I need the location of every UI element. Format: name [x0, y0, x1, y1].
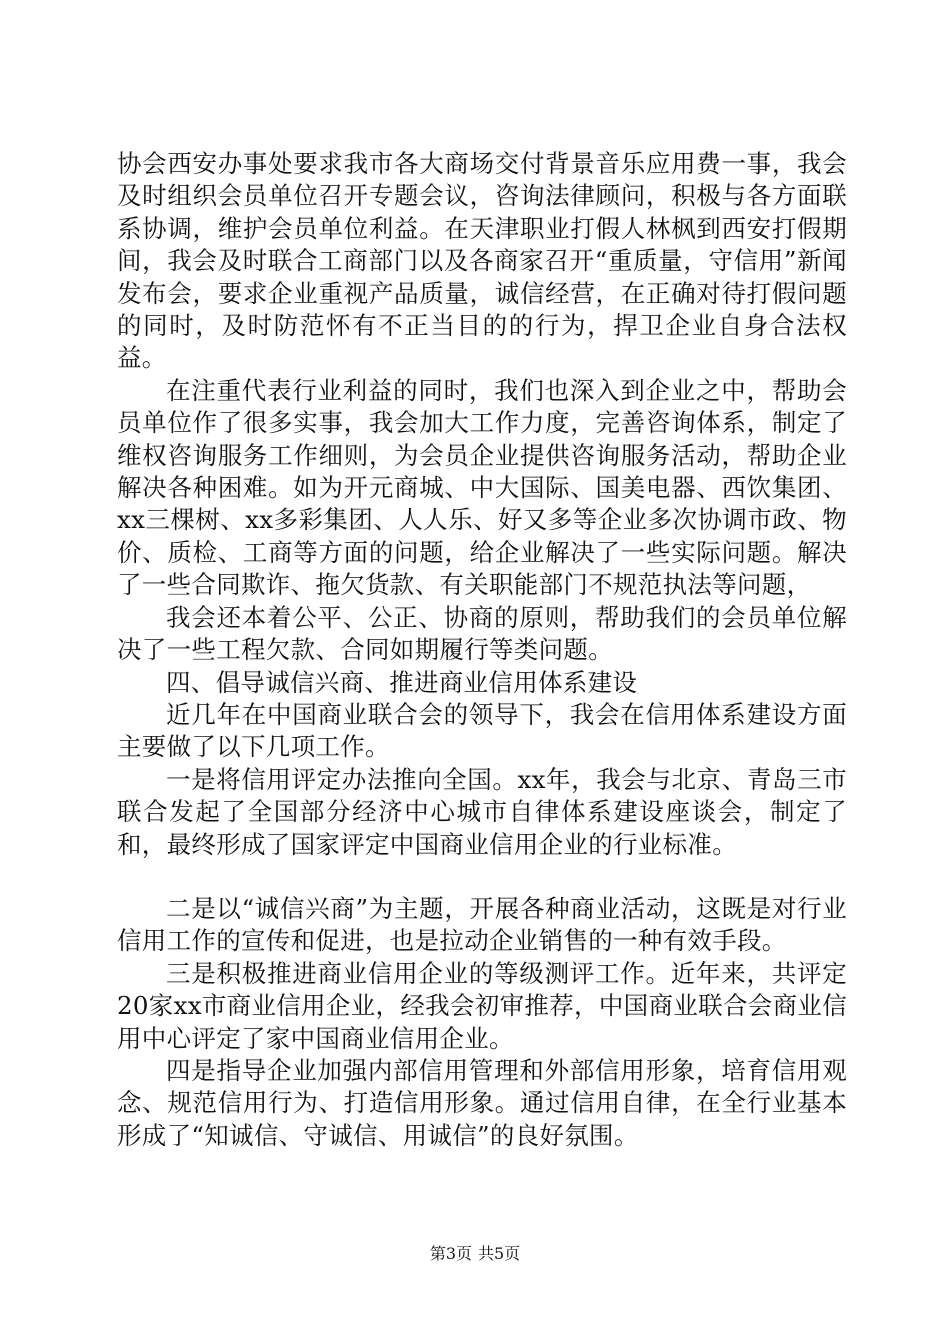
page-total: 共5页: [478, 1244, 521, 1263]
paragraph: 二是以“诚信兴商”为主题，开展各种商业活动，这既是对行业信用工作的宣传和促进，也是拉动企业销售的一种有效手段。: [117, 893, 847, 956]
paragraph: 近几年在中国商业联合会的领导下，我会在信用体系建设方面主要做了以下几项工作。: [117, 699, 847, 762]
paragraph: 我会还本着公平、公正、协商的原则，帮助我们的会员单位解决了一些工程欠款、合同如期履行等类问题。: [117, 602, 847, 665]
section-heading: 四、倡导诚信兴商、推进商业信用体系建设: [166, 667, 638, 697]
paragraph: 三是积极推进商业信用企业的等级测评工作。近年来，共评定20家xx市商业信用企业，经我会初审推荐，中国商业联合会商业信用中心评定了家中国商业信用企业。: [117, 958, 847, 1053]
page-footer: [0, 1244, 950, 1264]
paragraph-continuation: 协会西安办事处要求我市各大商场交付背景音乐应用费一事，我会及时组织会员单位召开专题会议，咨询法律顾问，积极与各方面联系协调，维护会员单位利益。在天津职业打假人林枫到西安打假期间，我会及时联合工商部门以及各商家召开“重质量，守信用”新闻发布会，要求企业重视产品质量，诚信经营，在正确对待打假问题的同时，及时防范怀有不正当目的的行为，捍卫企业自身合法权益。: [117, 149, 847, 373]
document-body: [117, 148, 847, 1152]
paragraph: 四是指导企业加强内部信用管理和外部信用形象，培育信用观念、规范信用行为、打造信用形象。通过信用自律，在全行业基本形成了“知诚信、守诚信、用诚信”的良好氛围。: [117, 1055, 847, 1150]
paragraph: 一是将信用评定办法推向全国。xx年，我会与北京、青岛三市联合发起了全国部分经济中心城市自律体系建设座谈会，制定了和，最终形成了国家评定中国商业信用企业的行业标准。: [117, 764, 847, 859]
page-number: 第3页: [429, 1244, 472, 1263]
paragraph: 在注重代表行业利益的同时，我们也深入到企业之中，帮助会员单位作了很多实事，我会加大工作力度，完善咨询体系，制定了维权咨询服务工作细则，为会员企业提供咨询服务活动，帮助企业解决各种困难。如为开元商城、中大国际、国美电器、西饮集团、xx三棵树、xx多彩集团、人人乐、好又多等企业多次协调市政、物价、质检、工商等方面的问题，给企业解决了一些实际问题。解决了一些合同欺诈、拖欠货款、有关职能部门不规范执法等问题，: [117, 375, 847, 600]
